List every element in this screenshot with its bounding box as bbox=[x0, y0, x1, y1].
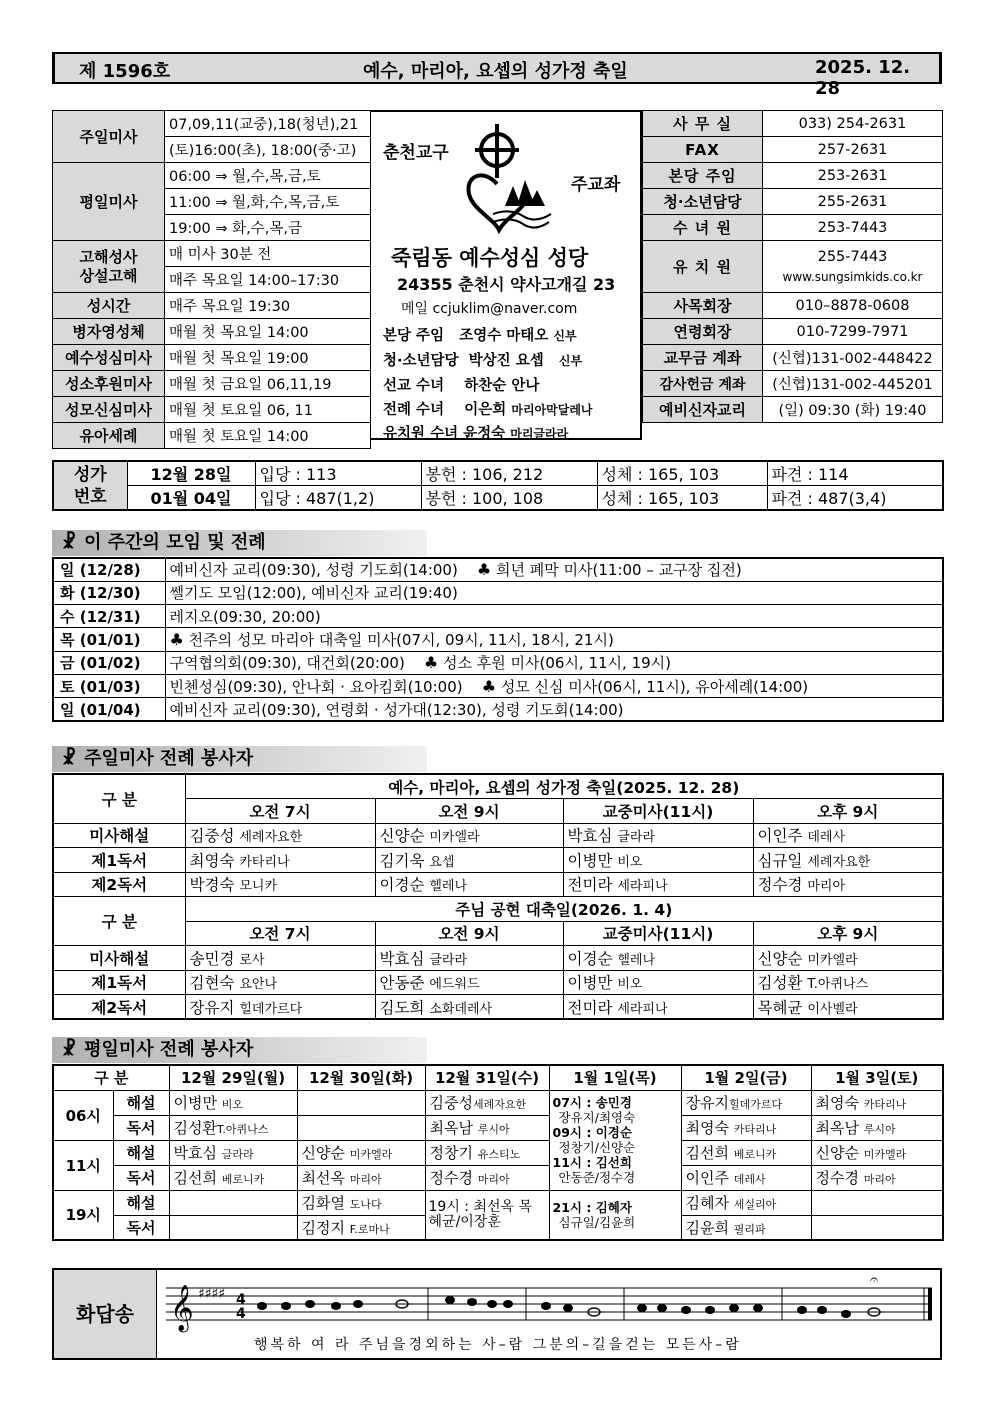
svg-text:♯♯♯♯: ♯♯♯♯ bbox=[198, 1286, 226, 1302]
staff-row: 유치원 수녀 윤정숙 마리글라라 bbox=[383, 426, 569, 442]
server-cell: 신양순 미카엘라 bbox=[297, 1140, 425, 1165]
server-cell: 김도희 소화데레사 bbox=[375, 995, 563, 1020]
parish-address: 24355 춘천시 약사고개길 23 bbox=[397, 275, 616, 294]
server-cell: 이인주 데레사 bbox=[753, 823, 943, 848]
server-cell bbox=[297, 1115, 425, 1140]
server-cell: 정창기 유스티노 bbox=[425, 1140, 549, 1165]
hymn-date: 12월 28일 bbox=[127, 461, 255, 486]
staff-row: 청·소년담당 박상진 요셉 신부 bbox=[383, 353, 583, 369]
day-header: 12월 29일(월) bbox=[169, 1065, 297, 1090]
event-day: 토 (01/03) bbox=[53, 674, 165, 697]
contact-value: 253-7443 bbox=[763, 215, 943, 241]
contact-label: FAX bbox=[643, 137, 763, 163]
event-text: 구역협의회(09:30), 대건회(20:00) ♣ 성소 후원 미사(06시, 11시, 19시) bbox=[165, 651, 943, 674]
column-label: 구 분 bbox=[53, 897, 185, 946]
hymn-offertory: 봉헌 : 100, 108 bbox=[421, 486, 597, 511]
parish-name: 죽림동 예수성심 성당 bbox=[391, 246, 589, 270]
day-header: 1월 2일(금) bbox=[681, 1065, 811, 1090]
event-day: 수 (12/31) bbox=[53, 605, 165, 628]
hymn-communion: 성체 : 165, 103 bbox=[597, 461, 767, 486]
hymn-recessional: 파견 : 487(3,4) bbox=[767, 486, 943, 511]
server-cell: 김화열 도나다 bbox=[297, 1190, 425, 1215]
weekday-servers-title: ☧ 평일미사 전례 봉사자 bbox=[52, 1037, 427, 1063]
time-label: 06시 bbox=[53, 1090, 113, 1140]
hymn-number-table bbox=[52, 460, 944, 511]
role-label: 해설 bbox=[113, 1190, 169, 1215]
schedule-value: 19:00 ⇒ 화,수,목,금 bbox=[165, 215, 371, 241]
issue-date: 2025. 12. 28 bbox=[815, 57, 911, 99]
vocation-mass-label: 성소후원미사 bbox=[53, 371, 165, 397]
server-cell: 김선희 베로니카 bbox=[169, 1165, 297, 1190]
hymn-label: 성가 번호 bbox=[53, 461, 127, 510]
responsorial-psalm bbox=[52, 1268, 942, 1360]
time-label: 11시 bbox=[53, 1140, 113, 1190]
server-cell: 김성환 T.아퀴나스 bbox=[753, 970, 943, 995]
server-cell: 최옥남 루시아 bbox=[425, 1115, 549, 1140]
contact-label: 사 무 실 bbox=[643, 111, 763, 137]
contact-label: 사목회장 bbox=[643, 293, 763, 319]
new-year-evening-block: 21시 : 김혜자 심규일/김윤희 bbox=[549, 1190, 681, 1240]
server-cell: 송민경 로사 bbox=[185, 946, 375, 971]
server-cell bbox=[169, 1215, 297, 1240]
schedule-value: 07,09,11(교중),18(청년),21 bbox=[165, 111, 371, 137]
event-day: 목 (01/01) bbox=[53, 628, 165, 651]
server-cell: 이경순 헬레나 bbox=[563, 946, 753, 971]
sunday-servers-title: ☧ 주일미사 전례 봉사자 bbox=[52, 746, 427, 772]
schedule-value: 매월 첫 목요일 19:00 bbox=[165, 345, 371, 371]
server-cell: 최영숙 카타리나 bbox=[681, 1115, 811, 1140]
server-cell: 김정지 F.로마나 bbox=[297, 1215, 425, 1240]
server-cell: 심규일 세례자요한 bbox=[753, 848, 943, 873]
svg-text:4: 4 bbox=[236, 1306, 246, 1322]
server-cell: 신양순 미카엘라 bbox=[811, 1140, 943, 1165]
server-cell bbox=[811, 1190, 943, 1215]
sacred-heart-label: 예수성심미사 bbox=[53, 345, 165, 371]
issue-number: 제 1596호 bbox=[79, 61, 171, 82]
server-cell bbox=[811, 1215, 943, 1240]
mass-schedule-table bbox=[52, 110, 371, 449]
feast-heading: 주님 공현 대축일(2026. 1. 4) bbox=[185, 897, 943, 922]
chi-rho-icon: ☧ bbox=[62, 748, 77, 769]
hymn-date: 01월 04일 bbox=[127, 486, 255, 511]
week-section-title: ☧ 이 주간의 모임 및 전례 bbox=[52, 530, 427, 556]
contact-value: (신협)131-002-445201 bbox=[763, 371, 943, 397]
role-label: 제2독서 bbox=[53, 872, 185, 897]
time-label: 19시 bbox=[53, 1190, 113, 1240]
contact-label: 교무금 계좌 bbox=[643, 345, 763, 371]
psalm-lyrics: 행복하 여 라 주님을경외하는 사–람 그분의–길을걷는 모든사–람 bbox=[254, 1337, 742, 1353]
role-label: 제1독서 bbox=[53, 970, 185, 995]
mass-time: 오후 9시 bbox=[753, 799, 943, 824]
contact-value: 257-2631 bbox=[763, 137, 943, 163]
kindergarten-website: www.sungsimkids.co.kr bbox=[782, 269, 923, 284]
sunday-servers-table bbox=[52, 773, 944, 1020]
contact-label: 청·소년담당 bbox=[643, 189, 763, 215]
server-cell: 이병만 비오 bbox=[563, 970, 753, 995]
role-label: 독서 bbox=[113, 1215, 169, 1240]
column-label: 구 분 bbox=[53, 774, 185, 823]
club-icon: ♣ bbox=[423, 653, 439, 673]
contact-value: 033) 254-2631 bbox=[763, 111, 943, 137]
server-cell: 김혜자 세실리아 bbox=[681, 1190, 811, 1215]
mass-time: 오전 7시 bbox=[185, 799, 375, 824]
server-cell: 박효심 글라라 bbox=[563, 823, 753, 848]
server-cell: 박효심 글라라 bbox=[169, 1140, 297, 1165]
schedule-value: 매월 첫 토요일 06, 11 bbox=[165, 397, 371, 423]
mass-time: 교중미사(11시) bbox=[563, 799, 753, 824]
role-label: 해설 bbox=[113, 1090, 169, 1115]
schedule-value: 06:00 ⇒ 월,수,목,금,토 bbox=[165, 163, 371, 189]
schedule-value: 매월 첫 토요일 14:00 bbox=[165, 423, 371, 449]
holy-hour-label: 성시간 bbox=[53, 293, 165, 319]
server-cell: 정수경 마리아 bbox=[811, 1165, 943, 1190]
feast-title: 예수, 마리아, 요셉의 성가정 축일 bbox=[363, 61, 628, 82]
contact-label: 수 녀 원 bbox=[643, 215, 763, 241]
server-cell: 박경숙 모니카 bbox=[185, 872, 375, 897]
server-cell: 안동준 에드워드 bbox=[375, 970, 563, 995]
event-text: 레지오(09:30, 20:00) bbox=[165, 605, 943, 628]
club-icon: ♣ bbox=[481, 676, 497, 696]
server-cell: 신양순 미카엘라 bbox=[375, 823, 563, 848]
day-header: 12월 30일(화) bbox=[297, 1065, 425, 1090]
marian-mass-label: 성모신심미사 bbox=[53, 397, 165, 423]
server-cell: 신양순 미카엘라 bbox=[753, 946, 943, 971]
hymn-offertory: 봉헌 : 106, 212 bbox=[421, 461, 597, 486]
contact-label: 예비신자교리 bbox=[643, 397, 763, 423]
event-day: 일 (12/28) bbox=[53, 558, 165, 581]
new-year-mass-block: 07시 : 송민경 장유지/최영숙 09시 : 이경순 정창기/신양순 11시 : 김선희 안동준/정수경 bbox=[549, 1090, 681, 1190]
role-label: 독서 bbox=[113, 1115, 169, 1140]
schedule-value: 11:00 ⇒ 월,화,수,목,금,토 bbox=[165, 189, 371, 215]
schedule-value: 매월 첫 금요일 06,11,19 bbox=[165, 371, 371, 397]
role-label: 해설 bbox=[113, 1140, 169, 1165]
server-cell: 최옥남 루시아 bbox=[811, 1115, 943, 1140]
cathedral-label: 주교좌 bbox=[571, 175, 621, 195]
server-cell: 이병만 비오 bbox=[169, 1090, 297, 1115]
hymn-recessional: 파견 : 114 bbox=[767, 461, 943, 486]
psalm-label: 화답송 bbox=[54, 1270, 157, 1358]
server-cell: 박효심 글라라 bbox=[375, 946, 563, 971]
server-cell: 이경순 헬레나 bbox=[375, 872, 563, 897]
contact-value: (일) 09:30 (화) 19:40 bbox=[763, 397, 943, 423]
contact-table bbox=[642, 110, 943, 423]
day-header: 1월 1일(목) bbox=[549, 1065, 681, 1090]
server-cell: 최영숙 카타리나 bbox=[185, 848, 375, 873]
svg-text:𝄐: 𝄐 bbox=[870, 1274, 878, 1288]
staff-row: 선교 수녀 하찬순 안나 bbox=[383, 378, 540, 394]
parish-email: 메일 ccjuklim@naver.com bbox=[401, 301, 578, 317]
event-text: 빈첸성심(09:30), 안나회 · 요아킴회(10:00) ♣ 성모 신심 미사(06시, 11시), 유아세례(14:00) bbox=[165, 674, 943, 697]
hymn-entrance: 입당 : 113 bbox=[255, 461, 421, 486]
hymn-entrance: 입당 : 487(1,2) bbox=[255, 486, 421, 511]
server-cell: 김중성 세례자요한 bbox=[185, 823, 375, 848]
mass-time: 오후 9시 bbox=[753, 921, 943, 946]
weekday-mass-label: 평일미사 bbox=[53, 163, 165, 241]
event-day: 화 (12/30) bbox=[53, 581, 165, 604]
server-cell: 김성환T.아퀴나스 bbox=[169, 1115, 297, 1140]
schedule-value: 매월 첫 목요일 14:00 bbox=[165, 319, 371, 345]
year-end-mass-block: 19시 : 최선옥 목혜균/이장훈 bbox=[425, 1190, 549, 1240]
confession-label: 고해성사 상설고해 bbox=[53, 241, 165, 293]
server-cell: 목혜균 이사벨라 bbox=[753, 995, 943, 1020]
staff-row: 전례 수녀 이은희 마리아막달레나 bbox=[383, 402, 593, 418]
server-cell: 이병만 비오 bbox=[563, 848, 753, 873]
contact-label: 연령회장 bbox=[643, 319, 763, 345]
server-cell: 장유지 힐데가르다 bbox=[185, 995, 375, 1020]
role-label: 제2독서 bbox=[53, 995, 185, 1020]
chi-rho-icon: ☧ bbox=[62, 532, 77, 553]
server-cell bbox=[169, 1190, 297, 1215]
header-bar bbox=[52, 52, 942, 99]
event-day: 금 (01/02) bbox=[53, 651, 165, 674]
feast-heading: 예수, 마리아, 요셉의 성가정 축일(2025. 12. 28) bbox=[185, 774, 943, 799]
sunday-mass-label: 주일미사 bbox=[53, 111, 165, 163]
event-day: 일 (01/04) bbox=[53, 698, 165, 721]
server-cell: 정수경 마리아 bbox=[753, 872, 943, 897]
server-cell bbox=[297, 1090, 425, 1115]
hymn-communion: 성체 : 165, 103 bbox=[597, 486, 767, 511]
schedule-value: 매 미사 30분 전 bbox=[165, 241, 371, 267]
event-text: 쎌기도 모임(12:00), 예비신자 교리(19:40) bbox=[165, 581, 943, 604]
server-cell: 김현숙 요안나 bbox=[185, 970, 375, 995]
mass-time: 교중미사(11시) bbox=[563, 921, 753, 946]
contact-value: 255-7443 www.sungsimkids.co.kr bbox=[763, 241, 943, 293]
music-staff bbox=[162, 1274, 938, 1334]
infant-baptism-label: 유아세례 bbox=[53, 423, 165, 449]
server-cell: 정수경 마리아 bbox=[425, 1165, 549, 1190]
server-cell: 전미라 세라피나 bbox=[563, 872, 753, 897]
role-label: 독서 bbox=[113, 1165, 169, 1190]
server-cell: 김선희 베로니카 bbox=[681, 1140, 811, 1165]
svg-text:4: 4 bbox=[236, 1292, 246, 1308]
staff-row: 본당 주임 조영수 마태오 신부 bbox=[383, 328, 577, 344]
mass-time: 오전 7시 bbox=[185, 921, 375, 946]
server-cell: 전미라 세라피나 bbox=[563, 995, 753, 1020]
server-cell: 김기욱 요셉 bbox=[375, 848, 563, 873]
contact-label: 본당 주임 bbox=[643, 163, 763, 189]
server-cell: 최선옥 마리아 bbox=[297, 1165, 425, 1190]
mass-time: 오전 9시 bbox=[375, 799, 563, 824]
contact-value: 010-7299-7971 bbox=[763, 319, 943, 345]
contact-value: (신협)131-002-448422 bbox=[763, 345, 943, 371]
role-label: 미사해설 bbox=[53, 946, 185, 971]
day-header: 1월 3일(토) bbox=[811, 1065, 943, 1090]
role-label: 제1독서 bbox=[53, 848, 185, 873]
sick-communion-label: 병자영성체 bbox=[53, 319, 165, 345]
role-label: 미사해설 bbox=[53, 823, 185, 848]
chi-rho-icon: ☧ bbox=[62, 1039, 77, 1060]
server-cell: 장유지힐데가르다 bbox=[681, 1090, 811, 1115]
svg-text:𝄞: 𝄞 bbox=[170, 1285, 194, 1331]
schedule-value: 매주 목요일 19:30 bbox=[165, 293, 371, 319]
event-text: 예비신자 교리(09:30), 성령 기도회(14:00) ♣ 희년 폐막 미사(11:00 – 교구장 집전) bbox=[165, 558, 943, 581]
week-events-table bbox=[52, 557, 944, 722]
column-label: 구 분 bbox=[53, 1065, 169, 1090]
parish-logo bbox=[463, 118, 555, 238]
contact-value: 255-2631 bbox=[763, 189, 943, 215]
club-icon: ♣ bbox=[169, 630, 184, 650]
schedule-value: (토)16:00(초), 18:00(중·고) bbox=[165, 137, 371, 163]
contact-value: 253-2631 bbox=[763, 163, 943, 189]
parish-info-block bbox=[370, 110, 642, 440]
club-icon: ♣ bbox=[476, 560, 492, 580]
diocese-name: 춘천교구 bbox=[383, 143, 449, 163]
event-text: 예비신자 교리(09:30), 연령회 · 성가대(12:30), 성령 기도회(14:00) bbox=[165, 698, 943, 721]
server-cell: 최영숙 카타리나 bbox=[811, 1090, 943, 1115]
contact-label: 유 치 원 bbox=[643, 241, 763, 293]
server-cell: 이인주 데레사 bbox=[681, 1165, 811, 1190]
schedule-value: 매주 목요일 14:00–17:30 bbox=[165, 267, 371, 293]
contact-label: 감사헌금 계좌 bbox=[643, 371, 763, 397]
server-cell: 김중성세례자요한 bbox=[425, 1090, 549, 1115]
day-header: 12월 31일(수) bbox=[425, 1065, 549, 1090]
server-cell: 김윤희 필리파 bbox=[681, 1215, 811, 1240]
contact-value: 010–8878-0608 bbox=[763, 293, 943, 319]
event-text: ♣ 천주의 성모 마리아 대축일 미사(07시, 09시, 11시, 18시, 21시) bbox=[165, 628, 943, 651]
mass-time: 오전 9시 bbox=[375, 921, 563, 946]
weekday-servers-table bbox=[52, 1064, 944, 1241]
